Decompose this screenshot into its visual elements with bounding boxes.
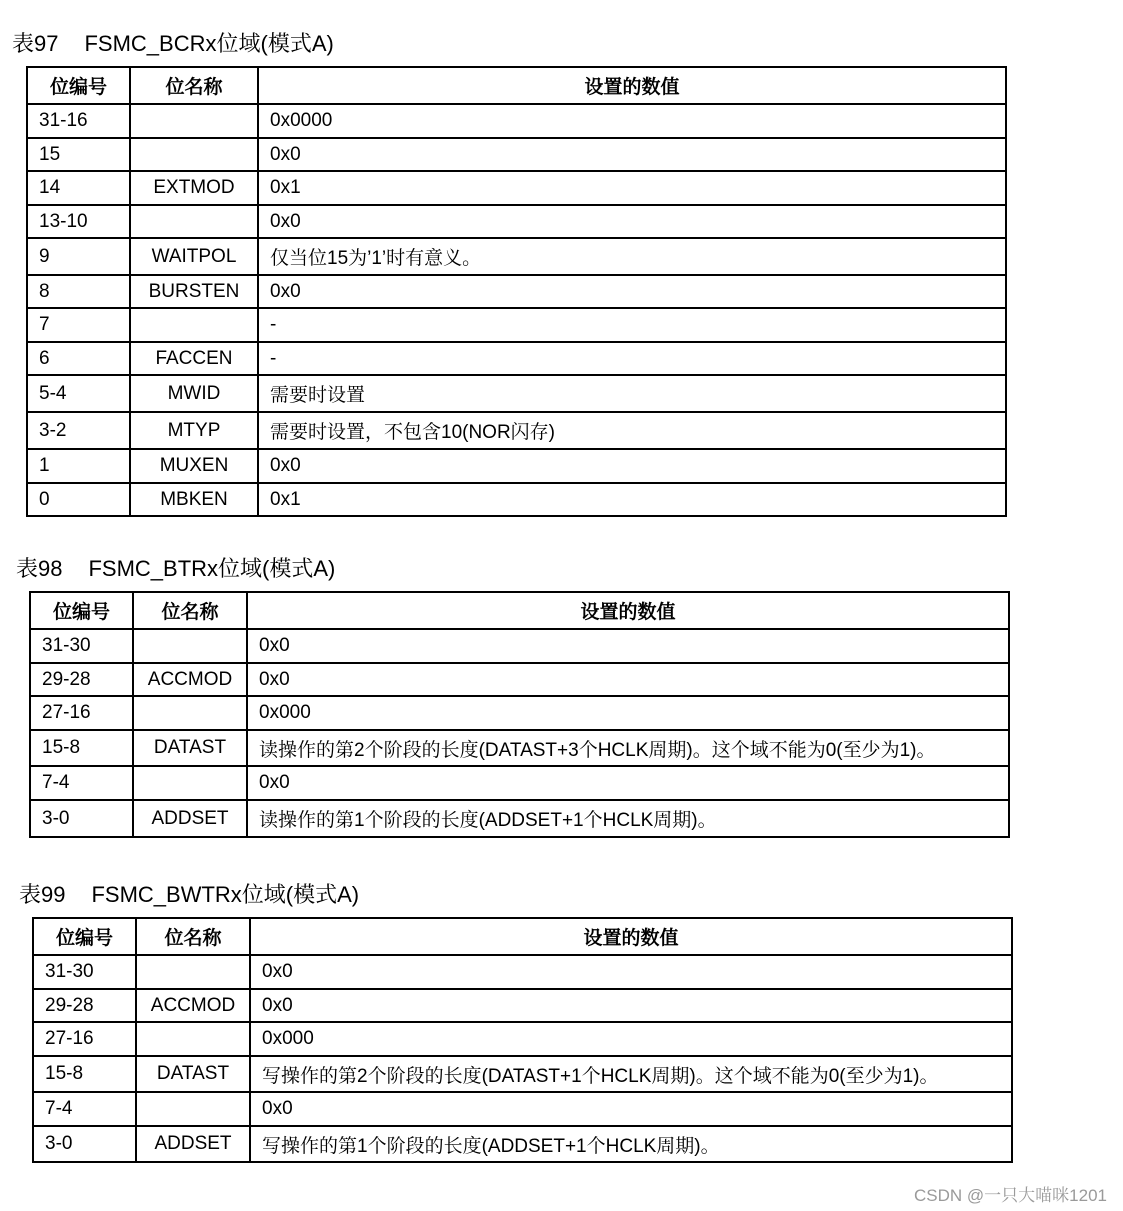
header-bit-number: 位编号 [27, 67, 130, 104]
bit-number: 8 [27, 275, 130, 308]
table-header-row [27, 67, 1006, 104]
bit-number: 31-16 [27, 104, 130, 138]
setting-value: 0x1 [258, 171, 1006, 205]
csdn-watermark: CSDN @一只大喵咪1201 [914, 1186, 1107, 1205]
table-header-row [33, 918, 1012, 955]
bit-number: 1 [27, 449, 130, 483]
table-row [30, 766, 1009, 800]
bit-name [136, 955, 250, 989]
table-row [27, 342, 1006, 375]
table-row [33, 1092, 1012, 1126]
table-row [30, 730, 1009, 766]
table-row [30, 800, 1009, 837]
caption-title: FSMC_BTRx位域(模式A) [88, 556, 336, 581]
caption-title: FSMC_BCRx位域(模式A) [84, 31, 334, 56]
bit-number: 13-10 [27, 205, 130, 238]
header-bit-number: 位编号 [33, 918, 136, 955]
table-header-row [30, 592, 1009, 629]
table-row [30, 696, 1009, 730]
header-setting-value: 设置的数值 [258, 67, 1006, 104]
setting-value: 0x0 [258, 138, 1006, 171]
bit-number: 3-0 [33, 1126, 136, 1162]
setting-value: 0x000 [250, 1022, 1012, 1056]
caption-number: 表97 [12, 31, 59, 56]
table-row [30, 663, 1009, 696]
table-98-caption [16, 556, 335, 582]
setting-value: 读操作的第2个阶段的长度(DATAST+3个HCLK周期)。这个域不能为0(至少为1)。 [247, 730, 1009, 766]
bit-name [130, 205, 258, 238]
table-row [27, 483, 1006, 516]
table-99-caption [19, 882, 359, 908]
caption-title: FSMC_BWTRx位域(模式A) [91, 882, 360, 907]
table-row [27, 375, 1006, 412]
bit-name: WAITPOL [130, 238, 258, 275]
setting-value: 0x0 [258, 449, 1006, 483]
setting-value: 0x0 [258, 275, 1006, 308]
header-setting-value: 设置的数值 [250, 918, 1012, 955]
bit-name: DATAST [136, 1056, 250, 1092]
setting-value: 0x000 [247, 696, 1009, 730]
setting-value: 读操作的第1个阶段的长度(ADDSET+1个HCLK周期)。 [247, 800, 1009, 837]
table-row [33, 955, 1012, 989]
caption-number: 表98 [16, 556, 63, 581]
setting-value: 需要时设置，不包含10(NOR闪存) [258, 412, 1006, 449]
setting-value: 仅当位15为’1’时有意义。 [258, 238, 1006, 275]
header-setting-value: 设置的数值 [247, 592, 1009, 629]
table-row [27, 412, 1006, 449]
table-row [33, 989, 1012, 1022]
bit-name: ADDSET [136, 1126, 250, 1162]
bit-name [136, 1022, 250, 1056]
bit-number: 3-2 [27, 412, 130, 449]
bit-name: ACCMOD [136, 989, 250, 1022]
table-row [27, 104, 1006, 138]
bit-name: EXTMOD [130, 171, 258, 205]
table-row [33, 1022, 1012, 1056]
bit-name [130, 104, 258, 138]
bit-number: 27-16 [30, 696, 133, 730]
header-bit-number: 位编号 [30, 592, 133, 629]
table-fsmc-bcrx [26, 66, 1007, 517]
bit-name: ACCMOD [133, 663, 247, 696]
bit-number: 15-8 [30, 730, 133, 766]
header-bit-name: 位名称 [133, 592, 247, 629]
setting-value: 0x0 [258, 205, 1006, 238]
bit-name: MUXEN [130, 449, 258, 483]
bit-name: MBKEN [130, 483, 258, 516]
bit-name [133, 629, 247, 663]
caption-number: 表99 [19, 882, 66, 907]
setting-value: 0x0 [247, 663, 1009, 696]
setting-value: - [258, 342, 1006, 375]
bit-number: 31-30 [30, 629, 133, 663]
setting-value: 0x0 [250, 955, 1012, 989]
header-bit-name: 位名称 [136, 918, 250, 955]
header-bit-name: 位名称 [130, 67, 258, 104]
bit-name [133, 766, 247, 800]
bit-number: 7-4 [30, 766, 133, 800]
table-fsmc-btrx [29, 591, 1010, 838]
bit-name: MTYP [130, 412, 258, 449]
table-row [27, 205, 1006, 238]
setting-value: 0x1 [258, 483, 1006, 516]
setting-value: 0x0 [250, 1092, 1012, 1126]
bit-number: 5-4 [27, 375, 130, 412]
bit-name [130, 138, 258, 171]
setting-value: 写操作的第1个阶段的长度(ADDSET+1个HCLK周期)。 [250, 1126, 1012, 1162]
bit-name: BURSTEN [130, 275, 258, 308]
setting-value: - [258, 308, 1006, 342]
bit-number: 29-28 [33, 989, 136, 1022]
bit-number: 0 [27, 483, 130, 516]
table-row [27, 171, 1006, 205]
table-row [27, 238, 1006, 275]
bit-name [130, 308, 258, 342]
setting-value: 0x0000 [258, 104, 1006, 138]
table-row [30, 629, 1009, 663]
bit-name [136, 1092, 250, 1126]
bit-number: 31-30 [33, 955, 136, 989]
setting-value: 0x0 [247, 629, 1009, 663]
bit-name: DATAST [133, 730, 247, 766]
bit-name: MWID [130, 375, 258, 412]
bit-name: FACCEN [130, 342, 258, 375]
bit-number: 9 [27, 238, 130, 275]
bit-name [133, 696, 247, 730]
bit-number: 29-28 [30, 663, 133, 696]
table-fsmc-bwtrx [32, 917, 1013, 1163]
bit-number: 3-0 [30, 800, 133, 837]
table-row [27, 138, 1006, 171]
bit-number: 15-8 [33, 1056, 136, 1092]
table-row [27, 449, 1006, 483]
bit-number: 27-16 [33, 1022, 136, 1056]
table-row [27, 275, 1006, 308]
table-row [33, 1126, 1012, 1162]
setting-value: 0x0 [247, 766, 1009, 800]
bit-number: 15 [27, 138, 130, 171]
setting-value: 写操作的第2个阶段的长度(DATAST+1个HCLK周期)。这个域不能为0(至少为1)。 [250, 1056, 1012, 1092]
table-row [33, 1056, 1012, 1092]
bit-name: ADDSET [133, 800, 247, 837]
bit-number: 14 [27, 171, 130, 205]
table-97-caption [12, 31, 334, 57]
bit-number: 6 [27, 342, 130, 375]
table-row [27, 308, 1006, 342]
bit-number: 7 [27, 308, 130, 342]
setting-value: 需要时设置 [258, 375, 1006, 412]
setting-value: 0x0 [250, 989, 1012, 1022]
bit-number: 7-4 [33, 1092, 136, 1126]
